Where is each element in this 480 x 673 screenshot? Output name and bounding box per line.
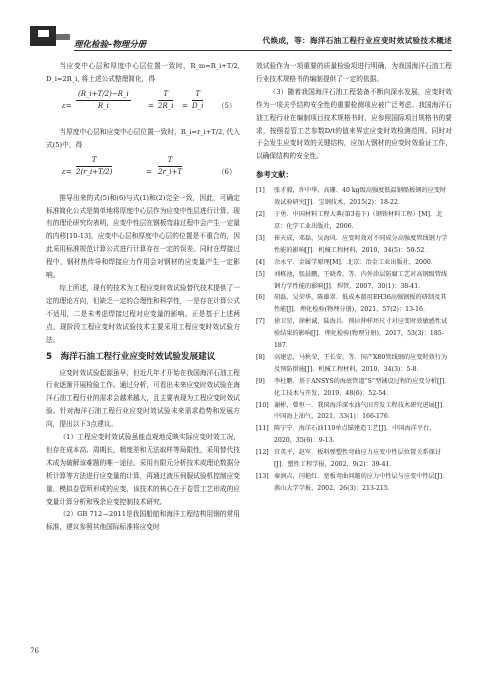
page-header (0, 0, 480, 50)
reference-index: [9] (256, 377, 265, 385)
running-title: 代焕成，等：海洋石油工程行业应变时效试验技术概述 (262, 36, 452, 45)
reference-index: [10] (256, 401, 269, 409)
eq-sign: = (148, 101, 154, 110)
reference-item (256, 400, 452, 424)
equation-number: （6） (217, 167, 236, 176)
reference-index: [8] (256, 353, 265, 361)
reference-item (256, 257, 452, 269)
paragraph: （2）GB 712—2011是我国船舶和海洋工程结构用钢的常用标准，建议参照其他国际标准将应变时 (46, 510, 240, 532)
reference-text: 李杜鹏．基于ANSYS的海底管道“S”型铺设过程的应变分析[J]．化工技术与开发，2019，48(6)：52-54． (274, 377, 451, 397)
reference-item (256, 352, 452, 376)
eq-fraction: $\frac{T}{2(r\_i+T/2)}$ (76, 155, 113, 176)
eq-lhs: ε= (62, 101, 72, 110)
eq-fraction: $\frac{(R\_i+T/2)-R\_i}{R\_i}$ (78, 89, 129, 110)
paragraph: 推导出来的式(5)和(6)与式(1)和(2)完全一致，因此，可确定标准简化公式是简单地将厚度中心层作为应变中性层进行计算。现有的理论研究均表明，应变中性层在钢板弯曲过程中会产生一定量的内移[10-13]，应变中心层和厚度中心层的位置是不重合的，因此采用标准规范计算公式进行计算存在一定的误差。同时在焊接过程中，钢材热传导和焊接应力作用会对钢材的应变量产生一定影响。 (46, 193, 240, 280)
reference-index: [7] (256, 318, 265, 326)
reference-item (256, 185, 452, 209)
reference-text: 高建忠，马秋荣，王长安，等．国产X80管线钢的应变时效行为及预防措施[J]．机械工程材料，2010，34(3)：5-8． (274, 353, 448, 373)
page-number: 76 (30, 647, 39, 655)
paragraph: 应变时效试验起源虽早，但近几年才开始在我国海洋石油工程行业逐渐开展检验工作。通过分析，可看出未来应变时效试验在海洋石油工程行业的需求会越来越大，且主要表现为工程应变时效试验。针对海洋石油工程行业应变时效试验未来需求趋势和发展方向，提出以下3点建议。 (46, 368, 240, 429)
reference-index: [6] (256, 294, 265, 302)
paragraph: 当应变中心层和厚度中心层位置一致时，R_m=R_i+T/2, D_i=2R_i, 将上述公式整理简化，得 (46, 62, 240, 83)
equation-6 (46, 152, 240, 192)
reference-index: [1] (256, 187, 265, 195)
reference-text: 官英平，赵军．板料弹塑性弯曲应力应变中性层位置关系探讨[J]．塑性工程学报，2002，9(2)：39-41． (274, 449, 442, 469)
reference-item (256, 423, 452, 447)
reference-index: [11] (256, 425, 269, 433)
reference-item (256, 376, 452, 400)
reference-index: [12] (256, 449, 269, 457)
eq-lhs: ε= (62, 167, 72, 176)
reference-item (256, 233, 452, 257)
equation-5 (46, 86, 240, 126)
section-heading: 5 海洋石油工程行业应变时效试验发展建议 (46, 351, 216, 362)
reference-text: 余永宁．金属学原理[M]．北京：冶金工业出版社，2000． (274, 258, 438, 266)
journal-name: 理化检验–物理分册 (74, 40, 147, 50)
reference-text: 徐卫星，徐彬诚，陆海兵．预拉伸样坯尺寸对应变时效敏感性试验结果的影响[J]．理化检验(物理分册)，2017，53(3)：185-187． (274, 318, 448, 350)
reference-text: 于勇．中国材料工程大典(第3卷下)（钢铁材料工程）[M]．北京：化学工业出版社，2006． (274, 211, 443, 230)
eq-sign: = (146, 167, 152, 176)
journal-logo-icon (30, 22, 70, 48)
paragraph: 综上所述，现有的技术为工程应变时效试验替代技术提供了一定的理论方向，但缺乏一定的合理性和科学性，一是存在计算公式不适用，二是未考虑焊接过程对应变量的影响。正是基于上述两点，现阶段工程应变时效试验技术主要采用工程应变时效试验方法。 (46, 283, 240, 344)
left-column (46, 60, 240, 534)
right-column (256, 60, 452, 495)
reference-item (256, 316, 452, 352)
reference-text: 陈宁宁．海洋石油119单点锚建造工艺[J]．中国海洋平台，2020，35(6)：9-13． (274, 425, 436, 445)
reference-text: 秦润吉，闫艳红．宽板弯曲问题的应力中性层与应变中性层[J]．燕山大学学报，2002，26(3)：213-215． (274, 473, 449, 492)
eq-fraction: $\frac{T}{2r\_i+T}$ (158, 155, 183, 176)
eq-fraction: $\frac{T}{D\_i}$ (192, 89, 204, 110)
reference-index: [2] (256, 211, 265, 219)
eq-sign: = (182, 101, 188, 110)
reference-text: 崔天成，邓磊，吴海风．应变时效对不同成分高强度管线钢力学性能的影响[J]．机械工程材料，2010，34(5)：50-52． (274, 234, 448, 254)
reference-text: 刘栋池，张晨鹏，王晓希，等．内外涂层防腐工艺对高钢级管线钢力学性能的影响[J]．焊管，2007，30(1)：38-41． (274, 270, 448, 290)
reference-text: 谢彬，曾恒一．我国海洋深水油气田开发工程技术研究进展[J]．中国海上油气，2021，33(1)：166-176． (274, 401, 449, 421)
reference-item (256, 269, 452, 293)
reference-item (256, 447, 452, 471)
reference-item (256, 292, 452, 316)
eq-fraction: $\frac{T}{2R\_i}$ (158, 89, 174, 110)
reference-index: [13] (256, 473, 269, 480)
equation-number: （5） (217, 101, 236, 110)
reference-index: [4] (256, 258, 265, 266)
reference-text: 胡磊，吴荣华，陈雄翠．低成本船用EH36高强钢板的研制及其性能[J]．理化检验(物理分册)，2021，57(2)：13-16． (274, 294, 447, 314)
reference-list (256, 185, 452, 495)
reference-index: [5] (256, 270, 265, 278)
paragraph: （3）随着我国海洋石油工程装备不断向深水发展，应变时效作为一项关乎结构安全性的重要检测项应被广泛考虑。我国海洋石油工程行业在编制项目技术规格书时，应参照国际项目规格书的要求，按照卷管工艺参数D/t的值来界定应变时效检测范围。同时对于会发生应变时效的关键结构，应加大钢材的应变时效验证工作，以确保结构的安全性。 (256, 87, 452, 161)
paragraph: （1）工程应变时效试验虽能直观地反映实际应变时效工况，但存在成本高、周期长，精度差和无法取样等局限性，采用替代技术成为破解该难题的唯一途径。采用有限元分析技术或理论数据分析计算等方法进行应变量的计算，再通过液压伺服试验机控制应变量，模拟卷管所形成的应变，该技术的核心在于卷管工艺形成的应变量计算分析和残余应变控制技术研究。 (46, 433, 240, 506)
paragraph: 效试验作为一项重要的质量检验项进行明确，为我国海洋石油工程行业技术规格书的编制提供了一定的依据。 (256, 62, 452, 83)
header-rule (74, 50, 452, 51)
reference-text: 张才毅，许中华，高珊．40 kg级高强度低温钢船板钢的应变时效试验研究[J]．宝钢技术，2015(2)：18-22． (274, 187, 447, 207)
paragraph: 当厚度中心层和应变中心层位置一致时，R_i=r_i+T/2, 代入式(5)中，得 (46, 127, 240, 149)
reference-index: [3] (256, 234, 265, 242)
references-heading: 参考文献： (256, 170, 293, 180)
reference-item (256, 209, 452, 233)
reference-item (256, 471, 452, 495)
